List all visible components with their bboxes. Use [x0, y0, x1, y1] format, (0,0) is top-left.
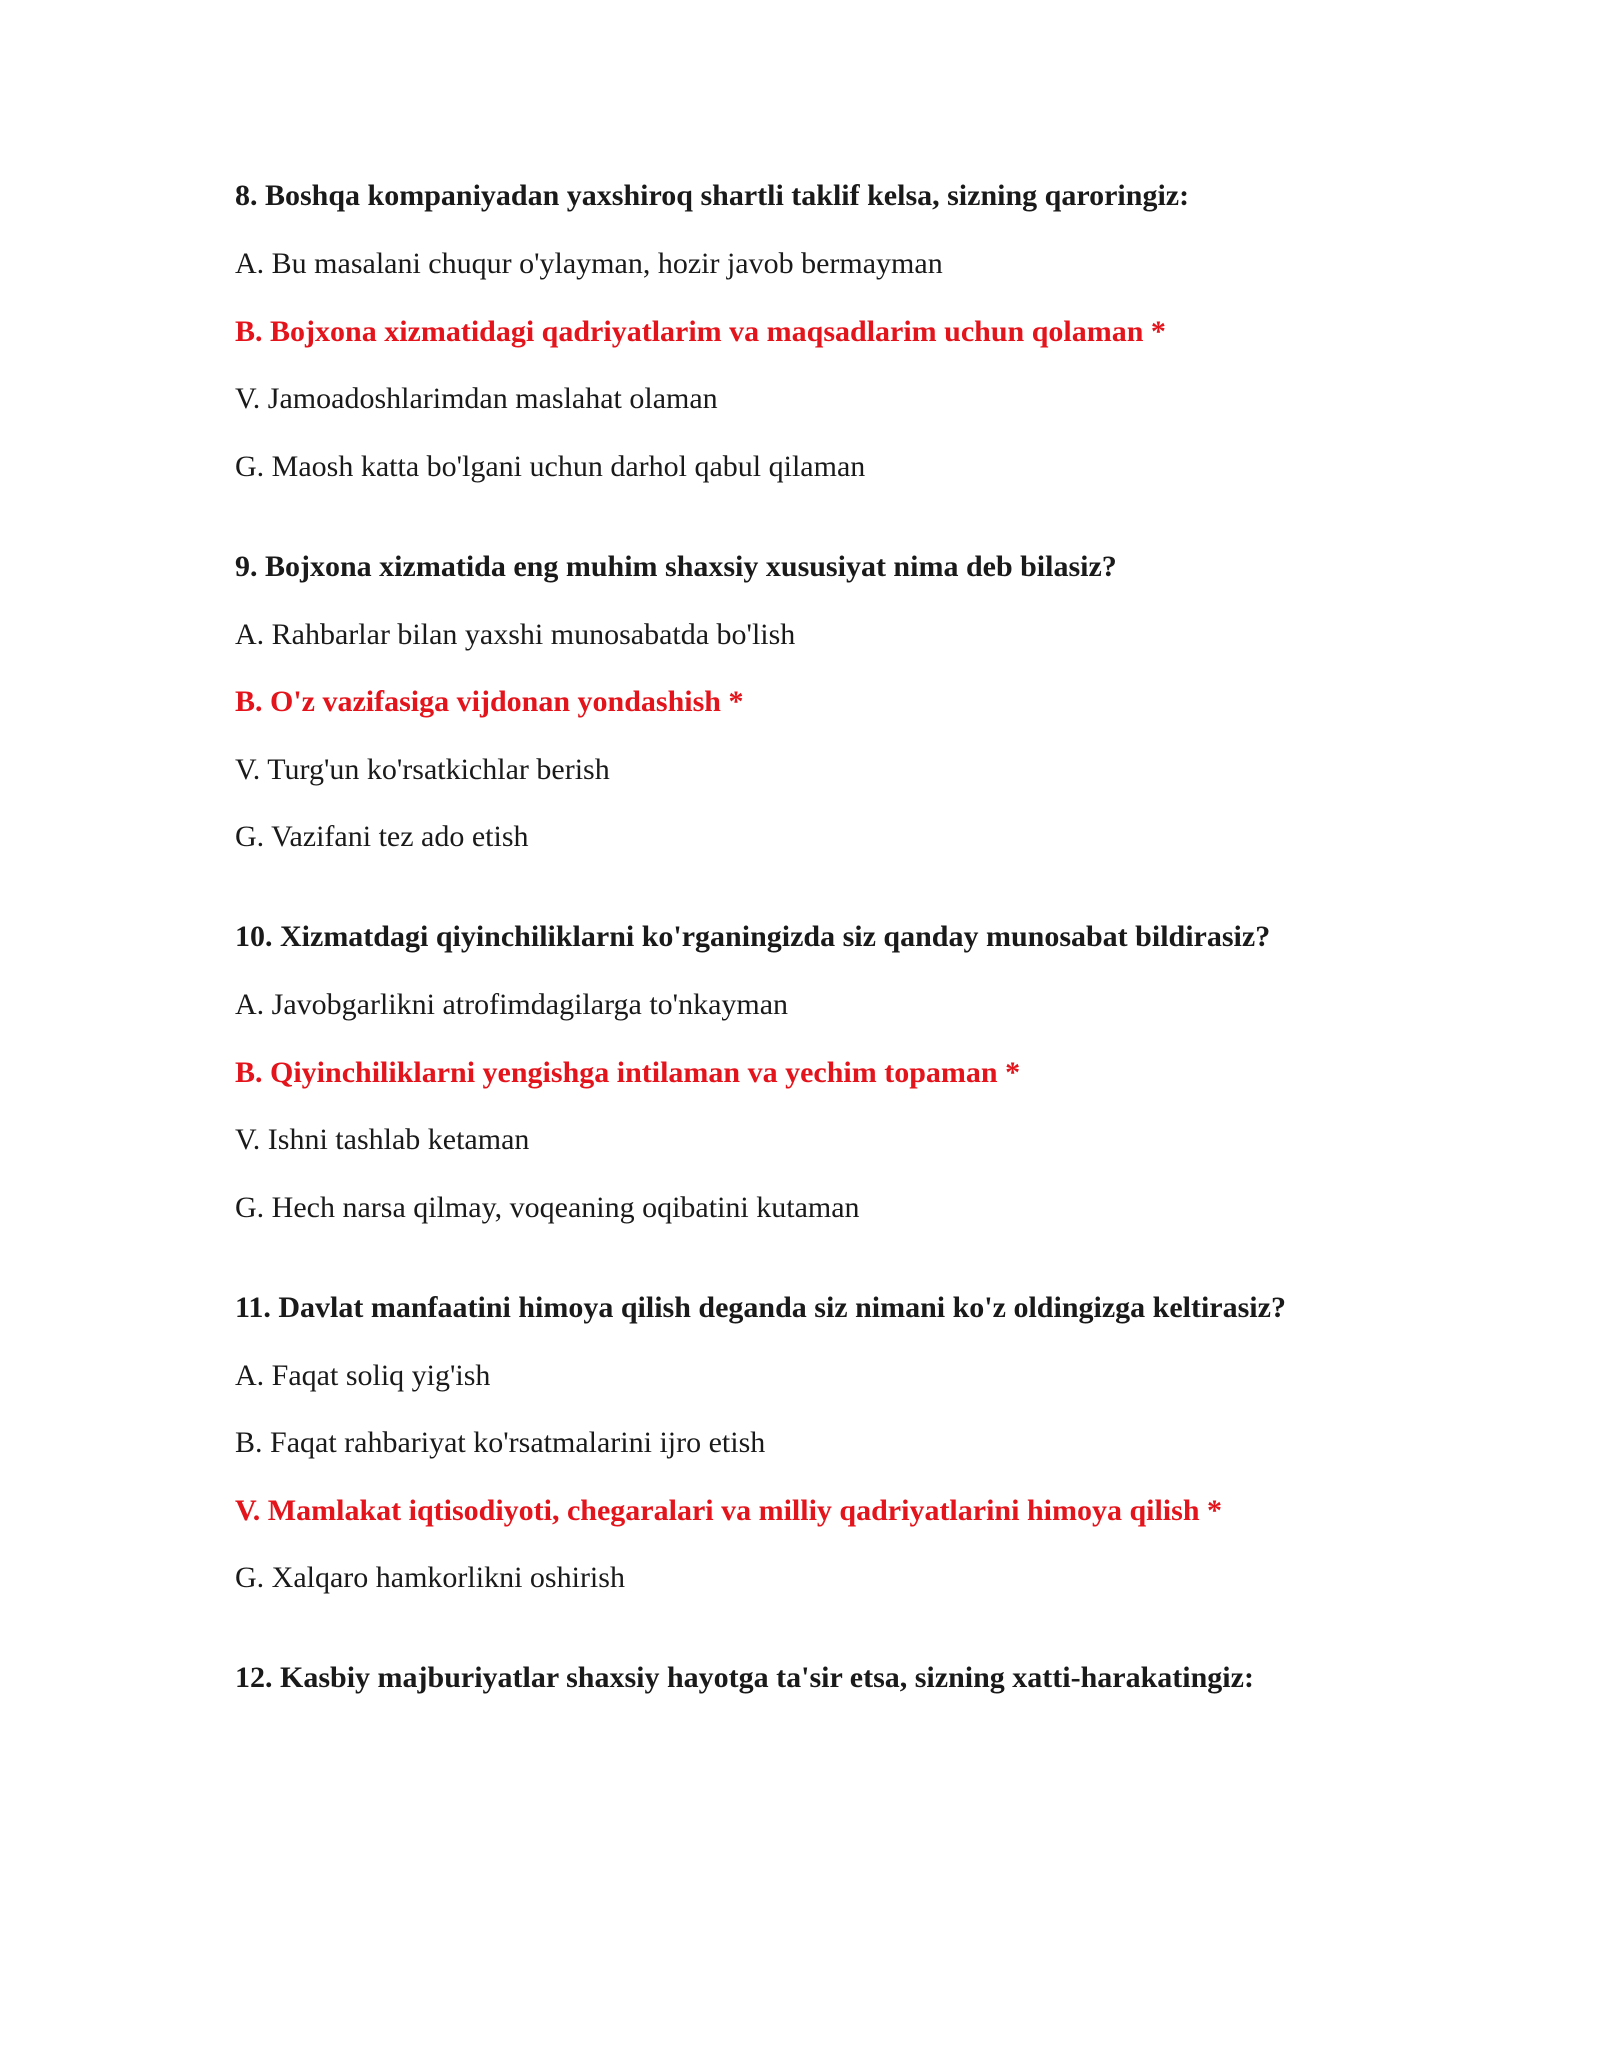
question-text: 12. Kasbiy majburiyatlar shaxsiy hayotga ta'sir etsa, sizning xatti-harakatingiz: [235, 1661, 1254, 1694]
question-11 [235, 1290, 1415, 1597]
question-12 [235, 1660, 1415, 1696]
question-text: 10. Xizmatdagi qiyinchiliklarni ko'rganingizda siz qanday munosabat bildirasiz? [235, 920, 1271, 953]
answer-option-g: G. Vazifani tez ado etish [235, 820, 529, 853]
answer-option-g: G. Maosh katta bo'lgani uchun darhol qabul qilaman [235, 449, 866, 483]
answer-option-v: V. Jamoadoshlarimdan maslahat olaman [235, 382, 718, 415]
answer-option-a: A. Bu masalani chuqur o'ylayman, hozir javob bermayman [235, 247, 943, 280]
answer-option-a: A. Javobgarlikni atrofimdagilarga to'nkayman [235, 988, 789, 1021]
question-text: 8. Boshqa kompaniyadan yaxshiroq shartli taklif kelsa, sizning qaroringiz: [235, 179, 1190, 212]
answer-option-v: V. Ishni tashlab ketaman [235, 1123, 530, 1156]
answer-option-a: A. Faqat soliq yig'ish [235, 1358, 491, 1392]
question-9 [235, 549, 1415, 856]
answer-option-b-correct: B. Qiyinchiliklarni yengishga intilaman va yechim topaman * [235, 1055, 1021, 1089]
answer-option-b-correct: B. Bojxona xizmatidagi qadriyatlarim va maqsadlarim uchun qolaman * [235, 314, 1166, 348]
answer-option-b: B. Faqat rahbariyat ko'rsatmalarini ijro etish [235, 1426, 766, 1459]
answer-option-v: V. Turg'un ko'rsatkichlar berish [235, 752, 610, 786]
question-8 [235, 178, 1415, 485]
question-text: 11. Davlat manfaatini himoya qilish deganda siz nimani ko'z oldingizga keltirasiz? [235, 1290, 1286, 1324]
question-list [235, 178, 1415, 1760]
answer-option-a: A. Rahbarlar bilan yaxshi munosabatda bo'lish [235, 617, 796, 651]
question-text: 9. Bojxona xizmatida eng muhim shaxsiy xususiyat nima deb bilasiz? [235, 549, 1117, 583]
answer-option-g: G. Hech narsa qilmay, voqeaning oqibatini kutaman [235, 1190, 860, 1224]
answer-option-v-correct: V. Mamlakat iqtisodiyoti, chegaralari va milliy qadriyatlarini himoya qilish * [235, 1493, 1222, 1527]
answer-option-b-correct: B. O'z vazifasiga vijdonan yondashish * [235, 685, 744, 718]
answer-option-g: G. Xalqaro hamkorlikni oshirish [235, 1561, 625, 1594]
question-10 [235, 919, 1415, 1226]
